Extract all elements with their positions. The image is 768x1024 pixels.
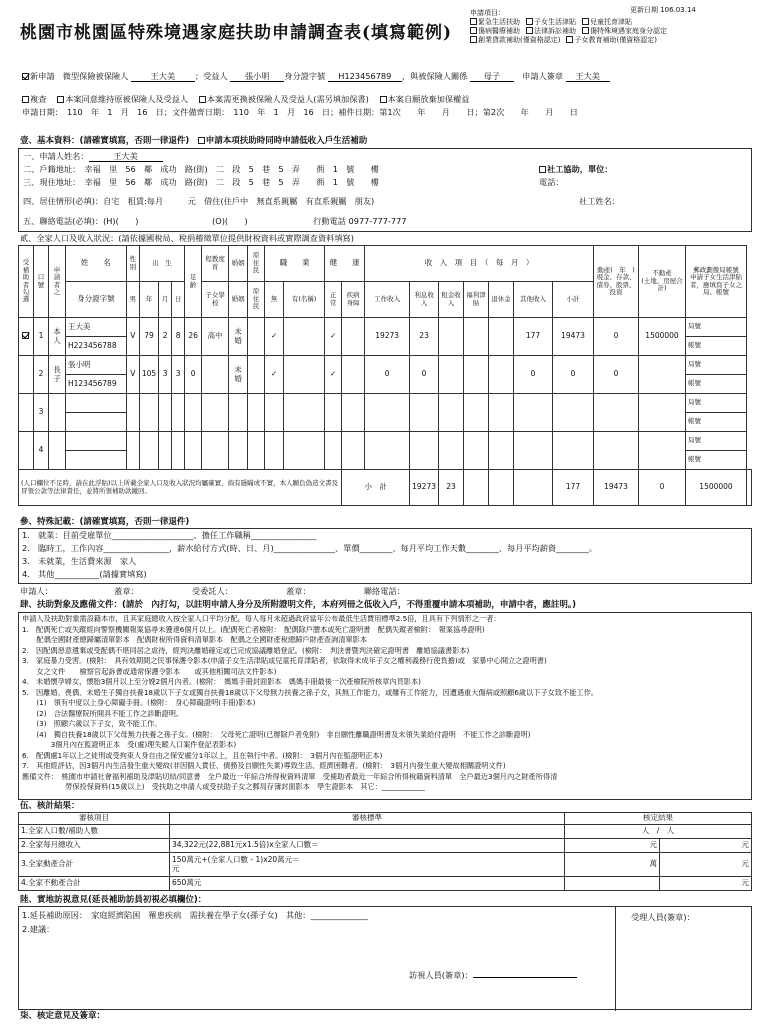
updated-date: 更新日期 106.03.14	[630, 6, 696, 14]
document-line: 4. 未婚懷孕婦女，懷胎3個月以上至分娩2個月內者。(檢附： 媽媽手冊封面影本 媽媽手冊最後一次產檢院所核章內頁影本)	[22, 678, 421, 686]
sec7-title: 柒、核定意見及簽章：	[20, 1011, 106, 1021]
document-line: 配偶全國財產總歸屬清單影本 配偶財稅所得資料清單影本 配偶之全國財產稅總歸戶財產查詢清單影本	[22, 636, 368, 644]
apply-item[interactable]: 創業貸款補助(僅資格認定)	[470, 36, 560, 44]
document-line: 6. 配偶處1年以上之徒刑或受拘束人身自由之保安處分1年以上，且在執行中者。(檢附： 3個月內在監證明正本)	[22, 751, 383, 760]
signature-line: 申請人： 蓋章： 受委託人： 蓋章： 聯絡電話：	[20, 586, 405, 596]
apply-item[interactable]: 傷特殊境遇家庭身分認定	[582, 27, 667, 35]
low-income-checkbox[interactable]	[198, 137, 205, 144]
apply-items	[470, 9, 760, 44]
review-row: 3.全家動產合計 150萬元+(全家人口數 - 1)x20萬元＝ 元 萬 元	[19, 853, 752, 877]
review-row: 4.全家不動產合計 650萬元 元	[19, 877, 752, 891]
review-table: 審核項目 審核標準 核定結果 1.全家人口數/補助人數 人 / 人 2.全家每月總收入 34,322元(22,881元x1.5倍)x全家人口數＝ 元 元 3.全家動產合計 150萬元+(全家人口數 - 1)x20萬元＝ 元 萬 元 4.全家不動產合計 650萬元 元	[18, 812, 752, 891]
new-apply-checkbox[interactable]	[22, 73, 29, 80]
basic-info-box: 一、申請人姓名： 王大美 二、戶籍地址： 幸福 里 56 鄰 成功 路(街) 二 段 5 巷 5 弄 衖 1 號 樓 社工協助，單位： 三、現住地址： 幸福 里 56 鄰 成功 路(街) 二 段 5 巷 5 弄 衖 1 號 樓 電話： 四、居住情形(必填)：自宅 租賃:每月 元 借住(住戶中 無直系親屬 有直系親屬 朋友) 社工姓名： 五、聯絡電話(必填)：(H)( ) (O)( ) 行動電話 0977-777-777	[18, 148, 752, 232]
page-title: 桃園市桃園區特殊境遇家庭扶助申請調查表(填寫範例)	[20, 23, 453, 43]
household-row: 3 局號	[19, 394, 752, 413]
visit-box: 1.延長補助原因： 家庭經濟陷困 罹患疾病 需扶養在學子女(孫子女) 其他：______________ 2.建議： 訪視人員(簽章)： 受理人員(簽章)：	[18, 906, 752, 1010]
apply-item[interactable]: 兒童托育津貼	[582, 18, 632, 26]
document-line: (4) 獨自扶養18歲以下父母無力扶養之孫子女。(檢附： 父母死亡證明(已辦除戶者免附) 非自願性離職證明書及未領失業給付證明 不能工作之診斷證明)	[22, 730, 531, 739]
review-row: 1.全家人口數/補助人數 人 / 人	[19, 825, 752, 839]
apply-item[interactable]: 法律訴訟補助	[526, 27, 576, 35]
sec3-title: 參、特殊記載：(請確實填寫，否則一律退件)	[20, 517, 190, 527]
household-row-sub: H223456788 帳號	[19, 337, 752, 356]
document-line: 女之文件 檢察官起訴書或通常保護令影本 或其他相關司法文件影本)	[22, 667, 277, 676]
document-line: 2. 因配偶惡意遺棄或受配偶不堪同居之虐待，經判決離婚確定或已完成協議離婚登記。(檢附： 判決書暨判決確定證明書 離婚協議書影本)	[22, 646, 470, 655]
sec5-title: 伍、核計結果：	[20, 801, 80, 811]
household-row: 2 長子 張小明 V 105 3 3 0 未婚 ✓ ✓ 0 0 0 0 0 局號	[19, 356, 752, 375]
household-sum-row: (人口欄位不足時，請在此浮貼)以上所載全家人口及收入狀況均屬確實，倘有隱瞞或不實，本人願負偽造文書及冒領公款等法律責任，並將所領補助款繳回。 小 計 19273 23 177 19473 0 1500000	[19, 470, 752, 506]
intro-line2: 複查 本案同意維持原被保險人及受益人 本案需更換被保險人及受益人(需另填加保書) 本案自願放棄加保權益	[22, 95, 469, 104]
household-row-sub: 帳號	[19, 413, 752, 432]
document-line: (2) 合法醫療院所開具不能工作之診斷證明。	[22, 709, 184, 718]
document-line: 1. 配偶死亡或失蹤經向警察機關報案協尋未獲達6個月以上。(配偶死亡者檢附： 配偶除戶謄本或死亡證明書 配偶失蹤者檢附： 報案協尋證明)	[22, 625, 485, 634]
document-line: (3) 照顧六歲以下子女，致不能工作。	[22, 720, 162, 728]
sec4-title: 肆、扶助對象及應備文件：(請於 內打勾，以註明申請人身分及所附證明文件，本府列冊之低收入戶，不得重覆申請本項補助，申請中者，應註明。)	[20, 600, 577, 610]
documents-box	[18, 612, 752, 800]
social-help-checkbox[interactable]	[539, 166, 546, 173]
sec2-title: 貳、全家人口及收入狀況：(請依據國稅局、稅捐稽徵單位提供財稅資料或實際調查資料填寫)	[20, 233, 354, 243]
household-row-sub: H123456789 帳號	[19, 375, 752, 394]
document-line: 勞保投保資料(15歲以上) 受扶助之申請人或受扶助子女之郵局存簿封面影本 學生證影本 其它：____________	[22, 783, 425, 791]
document-line: 應備文件： 桃園市申請社會福利補助及津貼切結/同意書 全戶最近一年綜合所得稅資料清單 受補助者最近一年綜合所得稅籍資料清單 全戶最近3個月內之財產所得清	[22, 772, 558, 781]
sec6-title: 陸、實地訪視意見(延長補助訪員初視必填欄位)：	[20, 895, 207, 905]
review-row: 2.全家每月總收入 34,322元(22,881元x1.5倍)x全家人口數＝ 元 元	[19, 839, 752, 853]
waive-checkbox[interactable]	[380, 96, 387, 103]
intro-line1: 新申請 微型保險被保險人 王大美 ；受益人 張小明 身分證字號 H123456789 ，與被保險人關係 母子 申請人簽章 王大美	[22, 72, 610, 82]
document-line: 3. 家庭暴力受害。(檢附： 具有效期間之民事保護令影本(申請子女生活津貼或兒童托育津貼者，依取得未成年子女之權利義務行使負擔)或 家暴中心開立之證明書)	[22, 657, 547, 665]
document-line: (1) 領有中度以上身心障礙手冊。(檢附： 身心障礙證明(手冊)影本)	[22, 699, 256, 707]
document-line: 7. 其他經評估，因3個月內生活發生重大變故(非因個人責任、債務及自願性失業)導致生活、經濟困難者。(檢附： 3個月內發生重大變故相關證明文件)	[22, 762, 506, 770]
intro-dates: 申請日期： 110 年 1 月 16 日；文件備齊日期： 110 年 1 月 16 日；補件日期：第1次 年 月 日；第2次 年 月 日	[22, 107, 578, 117]
apply-item[interactable]: 傷病醫療補助	[470, 27, 520, 35]
document-line: 申請人及扶助對象需設籍本市，且其家庭總收入按全家人口平均分配，每人每月未超過政府當年公布最低生活費用標準2.5倍，且具有下列情形之一者：	[22, 615, 501, 623]
special-notes-box: 1. 就業：目前受雇單位____________________、擔任工作職稱________________ 2. 臨時工，工作內容________________，薪水給付方式(時、日、月)_______________、單價________、每月平均工作天數________、每月平均薪資________。 3. 未就業，生活費來源 家人 4. 其他___________(請據實填寫)	[18, 528, 752, 584]
change-insured-checkbox[interactable]	[199, 96, 206, 103]
apply-label: 申請項目：	[470, 9, 505, 17]
household-row: 4 局號	[19, 432, 752, 451]
document-line: 3個月內在監證明正本 受(處)理失蹤人口案件登記表影本)	[22, 741, 237, 749]
household-row-sub: 帳號	[19, 451, 752, 470]
apply-item[interactable]: 子女生活津貼	[526, 18, 576, 26]
keep-insured-checkbox[interactable]	[57, 96, 64, 103]
apply-item[interactable]: 緊急生活扶助	[470, 18, 520, 26]
household-table: 受補助者勾選 口號 申請者之 姓 名 性別 出 生 足齡 程教度育 婚姻 原住民 職 業 健 康 收 入 項 目 （ 每 月 ） 動產( 年 ) 現金、存款、債券、股票、投資 不動產 (土地、房屋合計) 郵政劃撥局帳號 申請子女生活津貼者，應填寫子女之局、帳號 身分證字號 男 年 月 日 子女學校 婚姻 原住民 無 有(名稱) 正常 疾病身障 工作收入 利息收入 租金收入 福利津貼 退休金 其他收入 小計 1 本人 王大美 V 79 2 8 26 高中 未婚 ✓ ✓ 19273 23 177 19473 0 1500000 局號 H223456788 帳號 2 長子 張小明 V 105 3 3 0 未婚 ✓ ✓ 0 0 0 0 0 局號 H123456789 帳號 3 局號 帳號 4 局號 帳號 (人口欄位不足時，請在此浮貼)以上所載全家人口及收入狀況均屬確實，倘有隱瞞或不實，本人願負偽造文書及冒領公款等法律責任，並將所領補助款繳回。 小 計 19273 23 177 19473 0 1500000	[18, 245, 752, 506]
household-row: 1 本人 王大美 V 79 2 8 26 高中 未婚 ✓ ✓ 19273 23 177 19473 0 1500000 局號	[19, 318, 752, 337]
document-line: 5. 因離婚、喪偶、未婚生子獨自扶養18歲以下子女或獨自扶養18歲以下父母無力扶養之孫子女，其無工作能力，或雖有工作能力，因遭遇重大傷病或照顧6歲以下子女致不能工作。	[22, 688, 598, 697]
apply-item[interactable]: 子女教育補助(僅資格認定)	[566, 36, 656, 44]
recheck-checkbox[interactable]	[22, 96, 29, 103]
sec1-title: 壹、基本資料：(請確實填寫，否則一律退件) 申請本項扶助時同時申請低收入戶生活補助	[20, 136, 368, 146]
